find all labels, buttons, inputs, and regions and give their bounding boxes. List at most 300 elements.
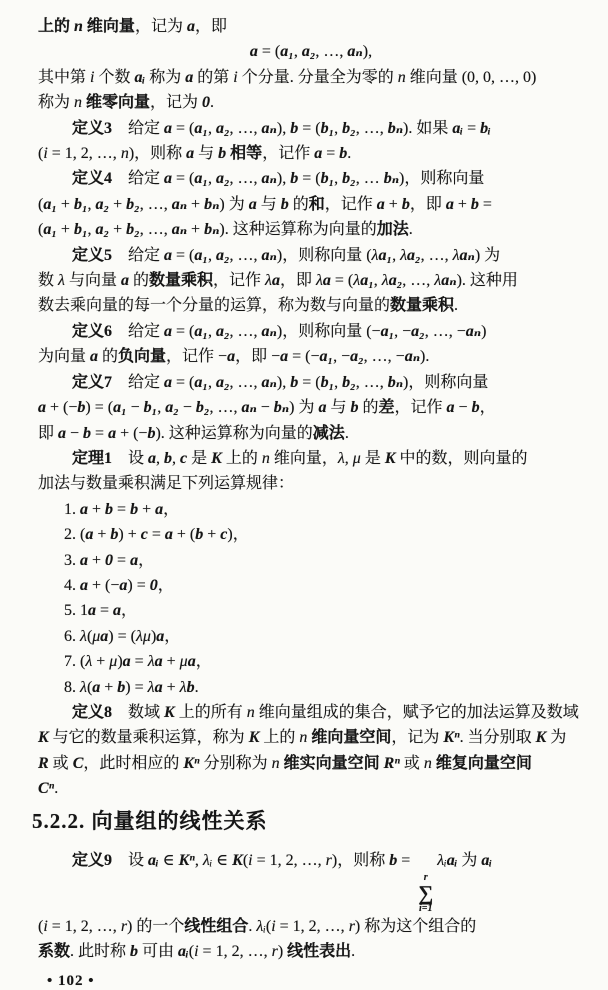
text-run: b (130, 500, 139, 518)
text-run: 为 (457, 851, 482, 869)
text-run: n (74, 18, 83, 35)
text-run: a₁ (113, 399, 127, 417)
definition-4-line (38, 166, 584, 191)
text-run: + (93, 526, 111, 544)
text-run: , …, (402, 272, 435, 290)
text-run: + (92, 653, 110, 671)
text-run: ), (362, 43, 373, 61)
text-run: b₁ (73, 195, 88, 213)
text-run: ). 这种运算称为向量的 (155, 424, 313, 442)
text-run: ，记为 (134, 18, 187, 35)
text-run: 维向量 (86, 18, 135, 35)
text-run: ( (86, 678, 93, 696)
text-run: 数量乘积 (148, 272, 213, 290)
text-run: . 当分别取 (459, 729, 536, 747)
text-run: = ( (298, 170, 321, 188)
text-run: aᵢ (481, 851, 493, 869)
text-run: 差 (378, 399, 395, 417)
text-line (38, 421, 584, 446)
text-run: b (110, 526, 119, 544)
text-run: b (350, 399, 359, 417)
text-run: b (470, 195, 479, 213)
text-run: a (186, 18, 195, 35)
text-line (38, 217, 584, 242)
text-run: 是 (360, 449, 385, 467)
text-run: ( (265, 917, 272, 935)
text-run: ). (420, 348, 430, 366)
text-run: aₙ (459, 246, 475, 264)
text-run: = (147, 526, 165, 544)
text-run: n (397, 68, 406, 86)
text-run: aₙ (241, 399, 257, 417)
text-run: c (220, 526, 228, 544)
text-run: , (194, 851, 203, 869)
text-run: aₙ (171, 195, 188, 213)
definition-9-line (38, 838, 584, 914)
text-run: . (347, 145, 352, 163)
text-run: , (334, 119, 343, 137)
text-run: 负向量 (118, 348, 167, 366)
text-run: + (− (88, 576, 120, 594)
text-run: aₙ (347, 43, 363, 61)
text-run: 是 (187, 449, 212, 467)
text-run: 6. (64, 627, 80, 645)
text-run: a (108, 424, 117, 442)
text-run: a (154, 653, 163, 671)
text-line (38, 776, 584, 801)
text-run: , …, (229, 322, 262, 340)
text-run: 定义6 (72, 322, 113, 340)
text-run: 减法 (312, 424, 345, 442)
text-run: . (54, 780, 59, 798)
sum-bot: i=1 (418, 902, 433, 914)
text-run: , …, − (424, 322, 466, 340)
text-run: a (376, 195, 385, 213)
text-run: a (92, 678, 101, 696)
text-run: R (38, 754, 49, 772)
text-run: a (164, 246, 173, 264)
text-run: 上的所有 (174, 703, 247, 721)
text-run: K (232, 851, 243, 869)
text-run: a₂ (95, 195, 110, 213)
text-run: aᵢ (446, 851, 458, 869)
text-run: 维向量组成的集合，赋予它的加法运算及数域 (254, 703, 579, 721)
text-run: n (246, 703, 255, 721)
text-line (38, 141, 584, 166)
text-run: . (408, 221, 413, 239)
text-run: )， (227, 526, 249, 544)
text-run: ( (38, 145, 44, 163)
section-heading (32, 805, 584, 837)
text-run: , (207, 170, 216, 188)
text-run: a₂ (95, 221, 110, 239)
text-run: λ (80, 678, 87, 696)
text-run: − (126, 399, 144, 417)
text-run: λ (337, 449, 345, 467)
text-line (38, 268, 584, 293)
text-run: , (344, 449, 353, 467)
text-run: b₁ (320, 373, 335, 391)
text-run: aₙ (261, 373, 277, 391)
text-run: b (401, 195, 410, 213)
text-run: aₙ (404, 348, 421, 366)
text-run: aₙ (261, 170, 277, 188)
text-run: 数量乘积 (390, 297, 455, 315)
text-lines (32, 14, 584, 964)
text-run: λ (400, 246, 407, 264)
text-run: 5. 1 (64, 602, 88, 620)
text-run: a₂ (301, 43, 316, 61)
text-run: 设 (112, 449, 149, 467)
text-run: = (478, 195, 492, 213)
text-run: b (290, 170, 299, 188)
text-run: 与它的数量乘积运算，称为 (48, 729, 249, 747)
text-run: 为 (546, 729, 567, 747)
text-run: a₁ (43, 195, 57, 213)
text-run: 维向量， (269, 449, 338, 467)
text-run: aₙ (261, 246, 277, 264)
text-run: , (207, 373, 216, 391)
text-run: 为向量 (38, 348, 91, 366)
text-run: ， (479, 399, 496, 417)
text-line (38, 471, 584, 496)
text-run: , (373, 272, 382, 290)
text-run: b₁ (320, 119, 335, 137)
intro-line (38, 14, 584, 39)
text-run: ， (157, 576, 174, 594)
text-run: a₁ (280, 43, 294, 61)
text-run: b (280, 195, 289, 213)
text-run: , …, (229, 119, 262, 137)
text-run: 的 (128, 272, 149, 290)
text-run: a₁ (360, 272, 374, 290)
text-run: , …, (420, 246, 453, 264)
text-line (38, 192, 584, 217)
text-run: a (80, 551, 88, 569)
text-run: , …, (355, 119, 388, 137)
text-run: 或 (399, 754, 424, 772)
text-run: a₂ (407, 246, 421, 264)
text-run: 线性表出 (287, 943, 352, 960)
rule-item (38, 522, 584, 547)
text-run: a₂ (215, 119, 230, 137)
text-run: 称为 (38, 94, 75, 112)
text-run: 定义7 (72, 373, 113, 391)
text-run: i (90, 68, 95, 86)
text-run: a₂ (411, 322, 425, 340)
text-run: b₁ (143, 399, 158, 417)
text-run: 数去乘向量的每一个分量的运算，称为数与向量的 (38, 297, 391, 315)
text-run: 分别称为 (199, 754, 272, 772)
text-run: a (164, 170, 173, 188)
text-run: = 1, 2, …, (252, 851, 326, 869)
text-run: μ (92, 627, 101, 645)
text-run: + ( (172, 526, 196, 544)
text-line (38, 751, 584, 776)
text-run: ( (38, 221, 44, 239)
text-run: ， (121, 602, 138, 620)
text-run: a (148, 449, 157, 467)
text-run: 的第 (193, 68, 234, 86)
text-run: i (271, 917, 276, 935)
text-run: aₙ (465, 322, 482, 340)
sum-top: r (423, 871, 428, 883)
text-run: μ (179, 653, 188, 671)
text-run: = 1, 2, …, (275, 917, 349, 935)
text-run: ), (276, 170, 291, 188)
text-run: 上的 (259, 729, 300, 747)
text-run: 给定 (112, 373, 165, 391)
text-run: μ (109, 653, 118, 671)
text-run: a (58, 424, 67, 442)
text-run: b (130, 943, 139, 960)
text-run: ) (150, 627, 157, 645)
text-run: + (109, 195, 127, 213)
text-run: K (384, 449, 396, 467)
text-run: , (207, 322, 216, 340)
text-run: ), (276, 119, 291, 137)
text-run: a₁ (378, 246, 393, 264)
text-run: + (56, 195, 74, 213)
text-run: K (211, 449, 222, 467)
text-run: = (397, 851, 415, 869)
text-run: + (− (46, 399, 78, 417)
text-run: ) 为 (289, 399, 319, 417)
text-run: b₂ (342, 373, 356, 391)
text-run: 中的数，则向量的 (395, 449, 528, 467)
definition-5-line (38, 243, 584, 268)
text-run: , …, (139, 221, 172, 239)
text-run: a (122, 653, 131, 671)
text-run: i (194, 943, 199, 960)
text-run: = ( (330, 272, 354, 290)
text-run: 维零向量 (86, 94, 151, 112)
text-run: a (186, 145, 195, 163)
text-run: 的 (98, 348, 119, 366)
text-run: 线性组合 (184, 917, 249, 935)
page-number: • 102 • (47, 973, 95, 990)
text-run: a₁ (194, 246, 208, 264)
text-run: λᵢ (256, 917, 266, 935)
text-run: 和 (308, 195, 325, 213)
text-run: 0 (149, 576, 158, 594)
text-run: a₂ (388, 272, 403, 290)
text-run: b (117, 678, 126, 696)
text-run: ，此时相应的 (83, 754, 184, 772)
text-run: + (187, 195, 205, 213)
text-run: , (293, 43, 302, 61)
text-run: = (96, 602, 114, 620)
text-run: ，记作 (213, 272, 266, 290)
text-run: . (194, 678, 199, 696)
text-run: 定义9 (72, 851, 113, 869)
text-run: a (119, 576, 128, 594)
text-run: n (261, 449, 270, 467)
text-run: a₁ (194, 170, 208, 188)
text-line (38, 344, 584, 369)
text-run: 上的 (221, 449, 262, 467)
text-run: . (248, 917, 257, 935)
text-run: 0 (202, 94, 211, 112)
text-run: b₂ (126, 195, 140, 213)
text-run: 其中第 (38, 68, 91, 86)
text-run: , … (355, 170, 384, 188)
text-line (38, 939, 584, 964)
text-run: , − (394, 322, 412, 340)
text-run: K (164, 703, 175, 721)
text-run: c (180, 449, 188, 467)
text-run: 维实向量空间 (283, 754, 380, 772)
text-run: ，记为 (150, 94, 203, 112)
text-run: 定理1 (72, 449, 113, 467)
text-run: bᵢ (480, 119, 491, 137)
text-run: λ (434, 272, 442, 290)
text-run: bₙ (387, 119, 404, 137)
text-run: , (207, 119, 216, 137)
text-run: )，则称 (331, 851, 390, 869)
text-run: = ( (172, 246, 195, 264)
text-run: a₁ (194, 373, 208, 391)
text-line (38, 65, 584, 90)
rule-item (38, 675, 584, 700)
text-run: ，记作 (262, 145, 315, 163)
text-run: ，记为 (391, 729, 444, 747)
text-run: aᵢ (148, 851, 159, 869)
text-run: a (90, 348, 99, 366)
text-run: r (120, 917, 128, 935)
text-run: 0 (105, 551, 114, 569)
text-run: λᵢ (202, 851, 213, 869)
text-run: = ( (172, 322, 195, 340)
text-run: a₁ (194, 322, 208, 340)
text-run: a₂ (215, 170, 230, 188)
text-run: ) (481, 322, 487, 340)
text-run: b (186, 678, 195, 696)
text-run: ( (86, 627, 93, 645)
text-run: a₁ (380, 322, 395, 340)
text-run: ). 这种用 (456, 272, 518, 290)
text-run: b (147, 424, 156, 442)
text-run: + (187, 221, 205, 239)
text-run: + (100, 678, 118, 696)
text-run: 数 (38, 272, 59, 290)
text-run: )，则称向量 (− (276, 322, 381, 340)
text-run: n (120, 145, 129, 163)
text-run: , …, − (363, 348, 405, 366)
text-run: 加法 (376, 221, 409, 239)
text-run: λ (452, 246, 460, 264)
equation-line (38, 39, 584, 64)
definition-6-line (38, 319, 584, 344)
text-run: 维向量空间 (311, 729, 392, 747)
summation-symbol (418, 873, 433, 914)
text-run: C (72, 754, 84, 772)
text-run: ) = ( (108, 627, 136, 645)
text-run: + (138, 500, 156, 518)
text-run: 数域 (112, 703, 165, 721)
text-run: K (535, 729, 547, 747)
text-run: a (249, 43, 258, 61)
text-run: r (325, 851, 332, 869)
text-run: + (88, 551, 106, 569)
text-run: r (271, 943, 278, 960)
text-run: aₙ (441, 272, 457, 290)
text-run: a (314, 145, 323, 163)
text-run: 可由 (138, 943, 179, 960)
text-run: 或 (48, 754, 73, 772)
text-run: a (88, 602, 96, 620)
text-run: K (248, 729, 260, 747)
text-run: Cⁿ (38, 780, 55, 798)
text-run: bₙ (273, 399, 290, 417)
text-run: n (299, 729, 308, 747)
text-run: a (227, 348, 236, 366)
text-run: i (248, 851, 253, 869)
text-run: Kⁿ (183, 754, 200, 772)
text-run: , …, (209, 399, 242, 417)
text-run: aᵢ (134, 68, 146, 86)
text-run: 定义8 (72, 703, 113, 721)
text-run: b (290, 373, 299, 391)
text-run: λ (371, 246, 379, 264)
text-run: aᵢ (178, 943, 189, 960)
text-run: a (155, 500, 164, 518)
text-run: i (43, 145, 48, 163)
text-run: ， (138, 551, 155, 569)
text-run: ， (164, 627, 181, 645)
text-run: , (87, 195, 96, 213)
text-run: = ( (172, 170, 195, 188)
text-run: a (154, 678, 163, 696)
text-run: λ (85, 653, 93, 671)
text-run: a₂ (165, 399, 179, 417)
text-run: b (290, 119, 299, 137)
text-run: ∈ (158, 851, 179, 869)
text-run: ( (242, 851, 249, 869)
text-run: λ (381, 272, 389, 290)
text-run: 个分量. 分量全为零的 (237, 68, 398, 86)
text-run: bₙ (204, 195, 220, 213)
text-run: i (233, 68, 238, 86)
rule-item (38, 598, 584, 623)
text-run: = (91, 424, 109, 442)
text-run: λ (179, 678, 187, 696)
text-run: 上的 (38, 18, 75, 35)
text-run: a (164, 373, 173, 391)
text-run: a₂ (215, 373, 230, 391)
text-run: , (156, 449, 165, 467)
text-run: ，记作 (394, 399, 447, 417)
text-run: = ( (257, 43, 281, 61)
text-run: a (80, 500, 88, 518)
text-run: λᵢ (437, 851, 447, 869)
definition-8-line (38, 700, 584, 725)
text-run: , (334, 373, 343, 391)
text-run: b (339, 145, 348, 163)
text-run: 5.2.2. 向量组的线性关系 (32, 808, 268, 833)
text-run: n (423, 754, 432, 772)
text-run: λ (265, 272, 272, 290)
definition-7-line (38, 370, 584, 395)
text-run: 定义3 (72, 119, 113, 137)
text-run: ) + (118, 526, 141, 544)
text-run: 与向量 (64, 272, 121, 290)
text-run: μ (352, 449, 361, 467)
text-run: )，则称 (128, 145, 187, 163)
text-run: ，记作 (324, 195, 377, 213)
text-run: 与 (256, 195, 281, 213)
text-run: b (218, 145, 227, 163)
